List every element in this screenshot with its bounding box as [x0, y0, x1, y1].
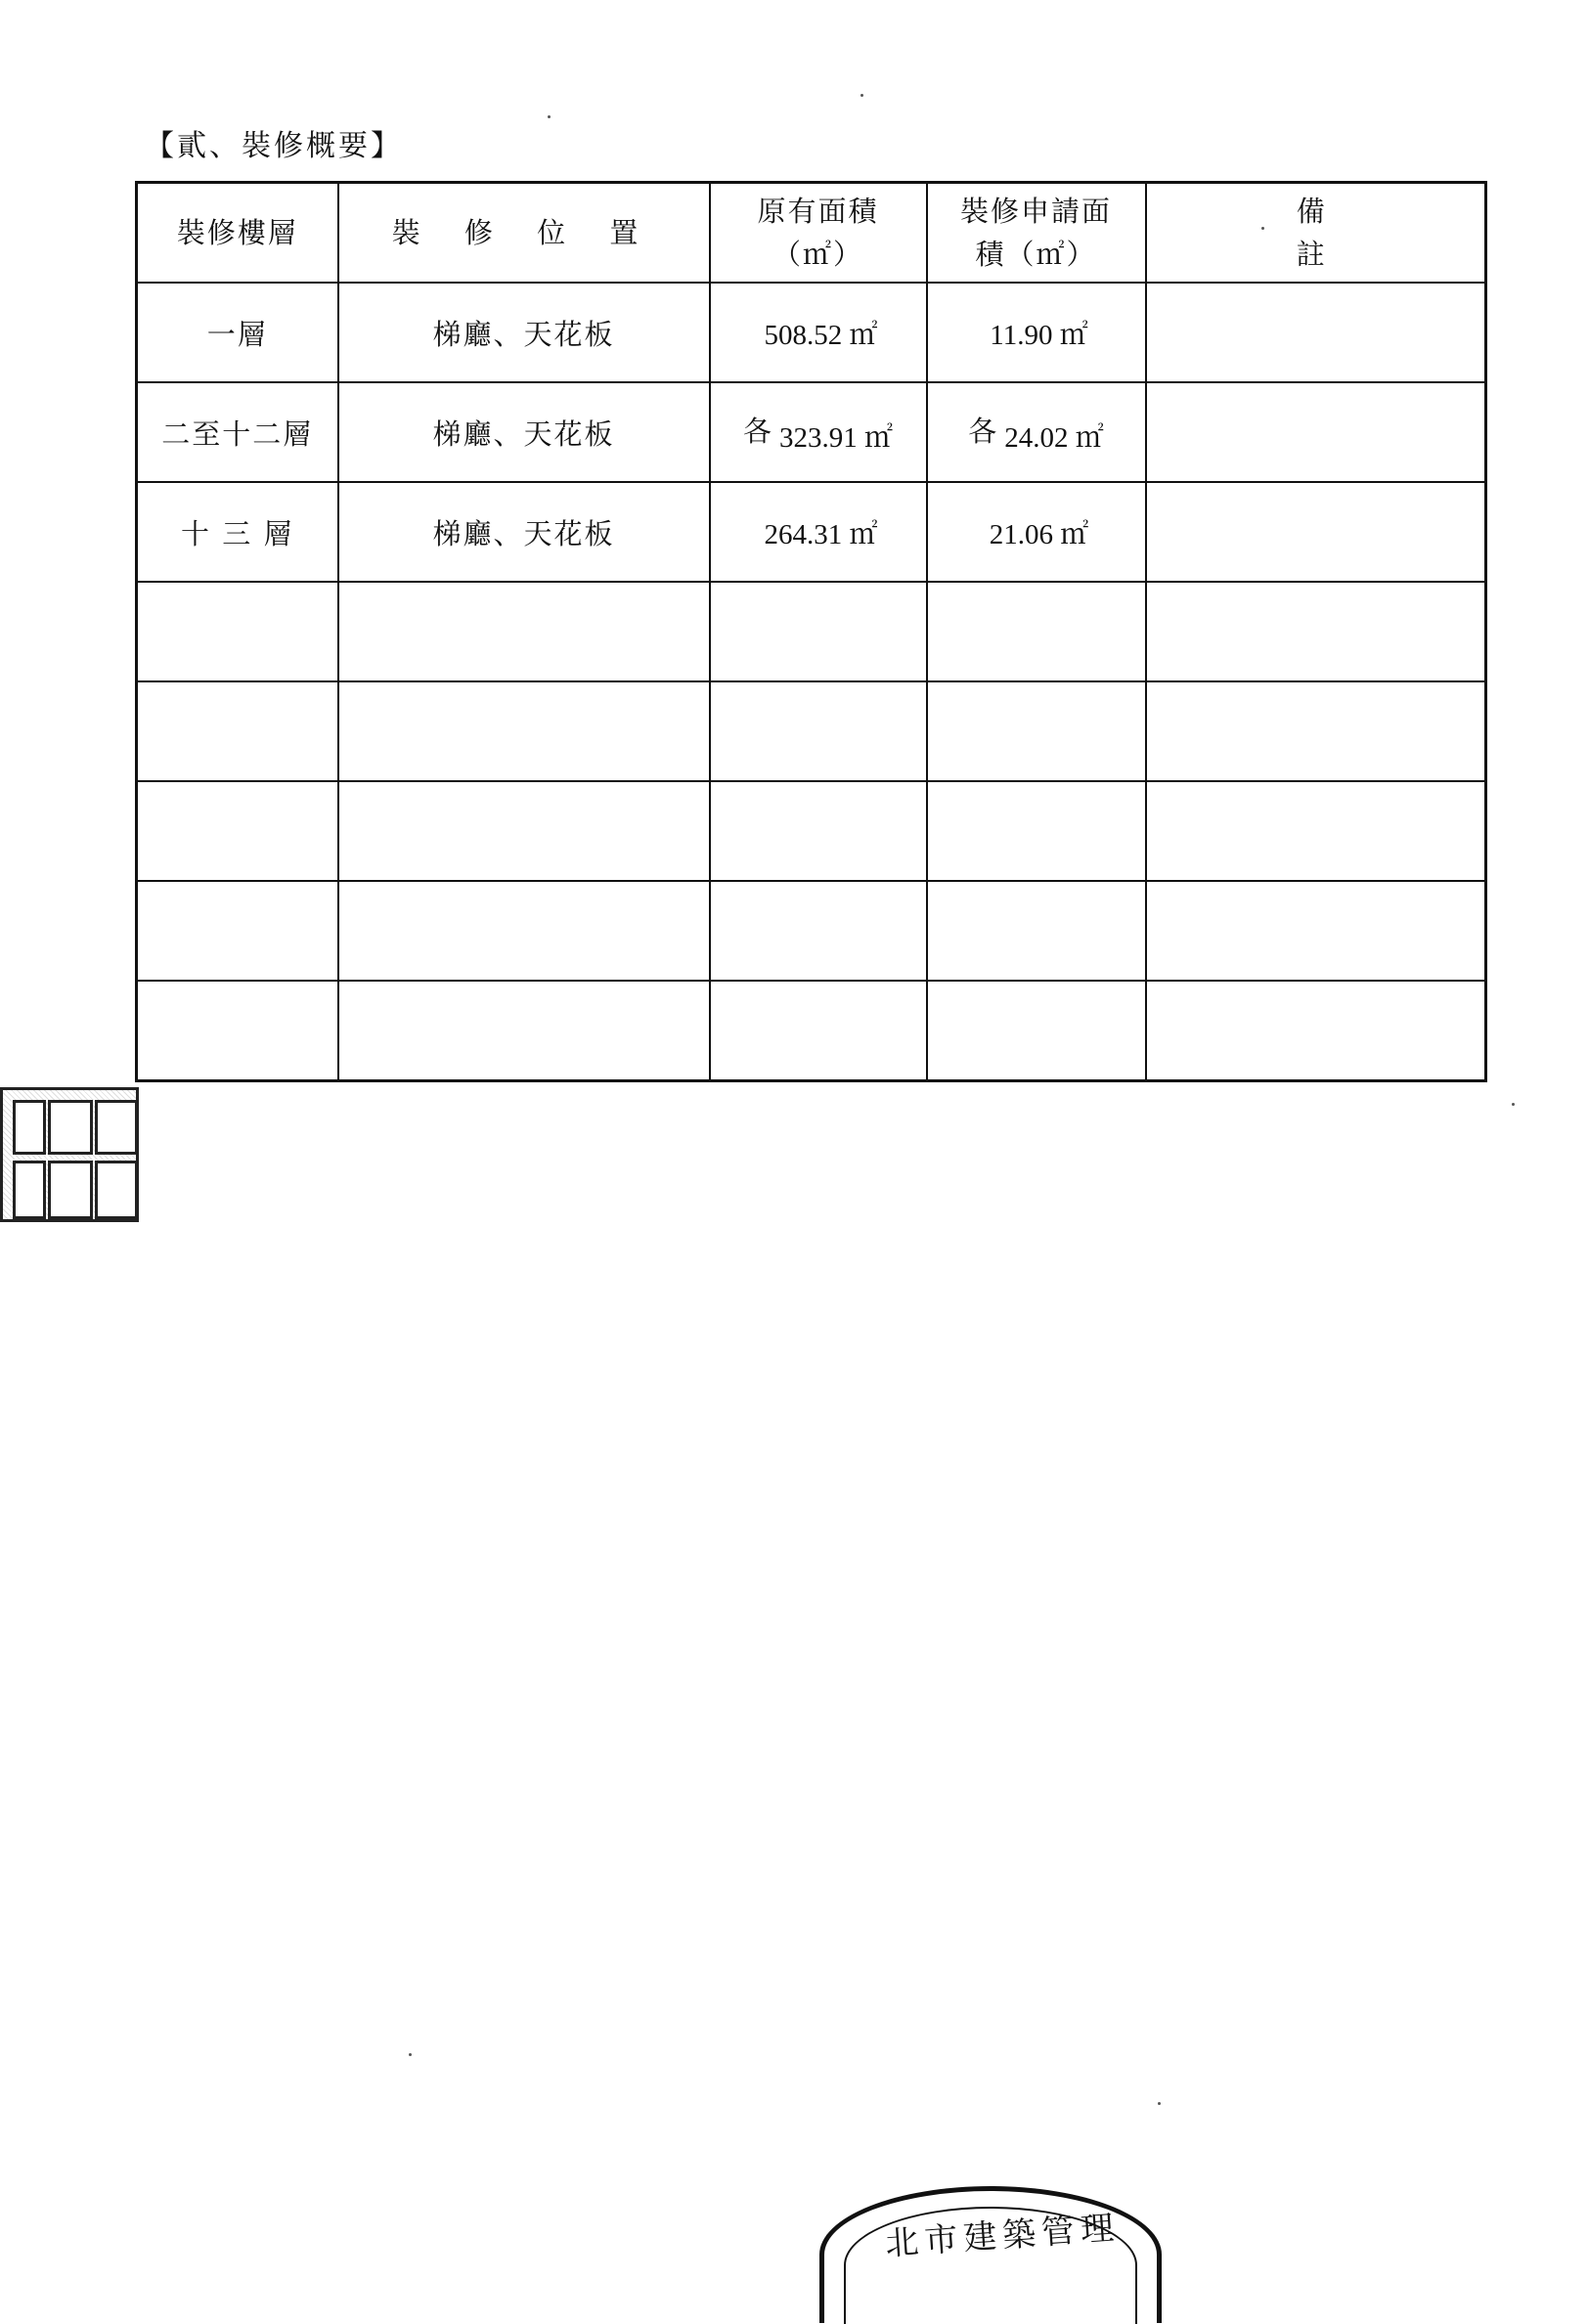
cell-applied-prefix: 各 [968, 416, 999, 448]
cell-location [338, 981, 710, 1081]
cell-floor: 二至十二層 [137, 382, 338, 482]
cell-applied-area [927, 283, 1146, 382]
cell-original-area [710, 981, 927, 1081]
cell-applied-value: 21.06 ㎡ [989, 518, 1089, 550]
cell-remarks [1146, 382, 1486, 482]
table-row [137, 582, 1486, 681]
cell-applied-area [927, 981, 1146, 1081]
header-applied-area-line1: 裝修申請面 [959, 195, 1112, 228]
cell-applied-area [927, 781, 1146, 881]
cell-applied-area [927, 382, 1146, 482]
header-floor: 裝修樓層 [137, 183, 338, 284]
header-applied-area [927, 183, 1146, 284]
cell-floor: 一層 [137, 283, 338, 382]
cell-location [338, 881, 710, 981]
cell-original-area [710, 283, 927, 382]
seal-glyph [95, 1100, 138, 1155]
seal-glyph [13, 1100, 46, 1155]
cell-remarks [1146, 582, 1486, 681]
cell-original-value: 323.91 ㎡ [779, 421, 894, 454]
cell-applied-value: 11.90 ㎡ [990, 319, 1088, 351]
scan-speck [1158, 2102, 1161, 2105]
table-row [137, 482, 1486, 582]
cell-floor [137, 582, 338, 681]
cell-floor [137, 981, 338, 1081]
section-heading: 【貳、裝修概要】 [145, 129, 403, 163]
cell-original-area [710, 482, 927, 582]
header-remarks: 備註 [1146, 183, 1486, 284]
scan-speck [548, 115, 551, 118]
cell-remarks [1146, 681, 1486, 781]
scan-speck [860, 94, 863, 97]
table-row [137, 283, 1486, 382]
cell-applied-area [927, 582, 1146, 681]
cell-location: 梯廳、天花板 [338, 482, 710, 582]
cell-applied-value: 24.02 ㎡ [1004, 421, 1104, 454]
table-header-row [137, 183, 1486, 284]
cell-floor [137, 781, 338, 881]
cell-applied-area [927, 881, 1146, 981]
cell-location: 梯廳、天花板 [338, 283, 710, 382]
cell-applied-area [927, 482, 1146, 582]
table-body [137, 283, 1486, 1081]
cell-original-area [710, 582, 927, 681]
official-seal [819, 2186, 1162, 2323]
seal-glyph [48, 1161, 93, 1219]
table-row [137, 881, 1486, 981]
table-row [137, 981, 1486, 1081]
table-row [137, 781, 1486, 881]
cell-floor [137, 881, 338, 981]
cell-remarks [1146, 981, 1486, 1081]
scan-speck [1512, 1103, 1515, 1106]
header-original-area-line1: 原有面積 [757, 195, 879, 228]
cell-location: 梯廳、天花板 [338, 382, 710, 482]
cell-remarks [1146, 881, 1486, 981]
table-row [137, 382, 1486, 482]
cell-floor [137, 681, 338, 781]
cell-original-prefix: 各 [742, 416, 773, 448]
cell-original-value: 264.31 ㎡ [764, 518, 878, 550]
cell-remarks [1146, 781, 1486, 881]
square-seal-icon [0, 1087, 139, 1222]
header-location: 裝 修 位 置 [338, 183, 710, 284]
seal-glyph [13, 1161, 46, 1219]
cell-location [338, 681, 710, 781]
cell-original-area [710, 382, 927, 482]
renovation-summary-table [135, 181, 1487, 1082]
cell-location [338, 781, 710, 881]
official-seal-text: 北市建築管理 [884, 2208, 1122, 2264]
table-row [137, 681, 1486, 781]
cell-floor: 十 三 層 [137, 482, 338, 582]
scan-speck [1261, 227, 1264, 230]
seal-glyph [95, 1161, 138, 1219]
cell-original-area [710, 681, 927, 781]
cell-original-area [710, 881, 927, 981]
cell-original-area [710, 781, 927, 881]
cell-applied-area [927, 681, 1146, 781]
cell-location [338, 582, 710, 681]
cell-original-value: 508.52 ㎡ [764, 319, 878, 351]
scan-speck [409, 2053, 412, 2056]
header-applied-area-line2: 積（㎡） [975, 238, 1097, 271]
header-original-area [710, 183, 927, 284]
header-original-area-line2: （㎡） [772, 238, 863, 271]
cell-remarks [1146, 482, 1486, 582]
cell-remarks [1146, 283, 1486, 382]
seal-glyph [48, 1100, 93, 1155]
